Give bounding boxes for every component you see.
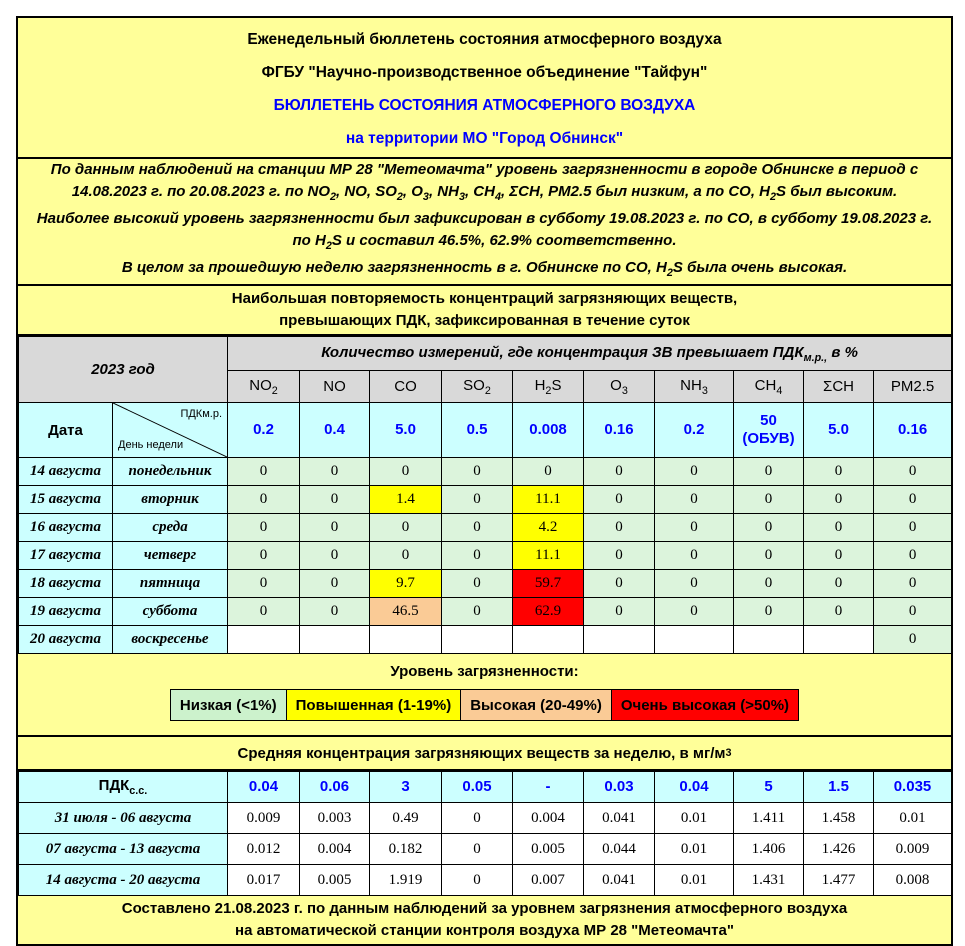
measurement-cell: 0: [228, 570, 300, 598]
date-cell: 20 августа: [19, 626, 113, 654]
table-row: [19, 458, 952, 486]
avg-value-cell: 0.01: [874, 803, 952, 834]
bulletin-document: [16, 16, 953, 946]
measurement-cell: 0: [734, 486, 804, 514]
measurement-cell: 0: [228, 542, 300, 570]
pollutant-header-cell: $NO_2$: [228, 371, 300, 403]
weekday-cell: воскресенье: [113, 626, 228, 654]
measurement-cell: [584, 626, 655, 654]
measurement-cell: 0: [734, 598, 804, 626]
measurement-cell: [804, 626, 874, 654]
pdk-mr-value-cell: 0.16: [874, 403, 952, 458]
measurement-cell: 0: [804, 570, 874, 598]
pdk-ss-value-cell: 0.03: [584, 772, 655, 803]
measurement-cell: [228, 626, 300, 654]
legend-item: Повышенная (1-19%): [286, 689, 462, 721]
weekday-cell: среда: [113, 514, 228, 542]
measurement-cell: 0: [734, 542, 804, 570]
measurement-cell: 0: [584, 458, 655, 486]
measurement-cell: [370, 626, 442, 654]
pdk-ss-value-cell: 0.05: [442, 772, 513, 803]
pdk-ss-label: $ПДК_{с.с.}$: [19, 772, 228, 803]
measurement-cell: 0: [804, 598, 874, 626]
measurement-cell: 0: [584, 514, 655, 542]
pollutant-header-cell: $CH_4$: [734, 371, 804, 403]
measurement-cell: [513, 626, 584, 654]
pollutant-header-cell: $H_2S$: [513, 371, 584, 403]
bulletin-title-line: на территории МО "Город Обнинск": [345, 129, 624, 147]
date-header: Дата: [19, 403, 113, 458]
pollution-level-legend: [18, 654, 951, 737]
avg-value-cell: 0.009: [874, 834, 952, 865]
measurement-cell: 11.1: [513, 486, 584, 514]
measurement-cell: 0: [370, 542, 442, 570]
avg-value-cell: 0.01: [655, 865, 734, 896]
avg-value-cell: 1.477: [804, 865, 874, 896]
measurement-cell: 4.2: [513, 514, 584, 542]
measurement-cell: 0: [804, 542, 874, 570]
avg-value-cell: 1.406: [734, 834, 804, 865]
measurement-cell: 0: [734, 458, 804, 486]
measurement-cell: 0: [442, 598, 513, 626]
measurement-cell: 0: [442, 486, 513, 514]
summary-text: [18, 159, 951, 286]
weekday-cell: пятница: [113, 570, 228, 598]
avg-value-cell: 1.411: [734, 803, 804, 834]
avg-value-cell: 0.041: [584, 803, 655, 834]
measurement-cell: 9.7: [370, 570, 442, 598]
measurement-cell: 59.7: [513, 570, 584, 598]
pollutant-header-cell: $SO_2$: [442, 371, 513, 403]
exceedance-table: [18, 336, 952, 654]
avg-value-cell: 0.008: [874, 865, 952, 896]
avg-value-cell: 0.007: [513, 865, 584, 896]
measurement-cell: 0: [370, 458, 442, 486]
pdk-mr-value-cell: 0.008: [513, 403, 584, 458]
avg-value-cell: 0.009: [228, 803, 300, 834]
avg-value-cell: 0.005: [300, 865, 370, 896]
measurement-cell: 62.9: [513, 598, 584, 626]
measurement-cell: 0: [370, 514, 442, 542]
table-row: [19, 803, 952, 834]
summary-line: В целом за прошедшую неделю загрязненность в г. Обнинске по CO, $H_2S$ была очень высокая.: [121, 259, 848, 279]
legend-item: Высокая (20-49%): [460, 689, 612, 721]
table-row: [19, 542, 952, 570]
measurement-cell: 1.4: [370, 486, 442, 514]
legend-title: Уровень загрязненности:: [390, 663, 579, 680]
avg-value-cell: 0.017: [228, 865, 300, 896]
pdk-mr-value-cell: 5.0: [804, 403, 874, 458]
footer-line: на автоматической станции контроля воздуха МР 28 "Метеомачта": [235, 922, 734, 939]
date-cell: 19 августа: [19, 598, 113, 626]
exceedance-table-title: [18, 286, 951, 336]
pollutant-header-cell: PM2.5: [874, 371, 952, 403]
pdk-ss-value-cell: -: [513, 772, 584, 803]
table-row: [19, 865, 952, 896]
week-range-cell: 14 августа - 20 августа: [19, 865, 228, 896]
measurement-cell: 0: [874, 570, 952, 598]
pdk-ss-row: [19, 772, 952, 803]
avg-table-title: Средняя концентрация загрязняющих веществ за неделю, в мг/м 3: [18, 737, 951, 771]
measurement-cell: 0: [655, 542, 734, 570]
weekday-corner-label: День недели: [118, 439, 184, 451]
bulletin-title-line: ФГБУ "Научно-производственное объединение "Тайфун": [261, 63, 708, 81]
date-cell: 18 августа: [19, 570, 113, 598]
measurement-cell: 0: [655, 514, 734, 542]
avg-value-cell: 0.01: [655, 834, 734, 865]
measurement-count-header: Количество измерений, где концентрация ЗВ превышает $ПДК_{м.р.,}$ в %: [228, 337, 952, 371]
table-row: [19, 486, 952, 514]
pollutant-header-cell: $O_3$: [584, 371, 655, 403]
avg-value-cell: 0.044: [584, 834, 655, 865]
pdk-ss-value-cell: 0.06: [300, 772, 370, 803]
date-cell: 14 августа: [19, 458, 113, 486]
measurement-cell: 0: [804, 458, 874, 486]
avg-table-body: [19, 803, 952, 896]
legend-item: Очень высокая (>50%): [611, 689, 799, 721]
pdk-ss-value-cell: 3: [370, 772, 442, 803]
measurement-cell: 0: [228, 486, 300, 514]
weekday-cell: понедельник: [113, 458, 228, 486]
measurement-cell: 0: [874, 626, 952, 654]
measurement-cell: 0: [442, 542, 513, 570]
avg-value-cell: 0.01: [655, 803, 734, 834]
bulletin-header: [18, 18, 951, 159]
pdk-mr-value-cell: 0.2: [228, 403, 300, 458]
date-cell: 17 августа: [19, 542, 113, 570]
pollutant-header-cell: CO: [370, 371, 442, 403]
avg-value-cell: 0.49: [370, 803, 442, 834]
pdk-mr-value-cell: 0.16: [584, 403, 655, 458]
avg-value-cell: 1.919: [370, 865, 442, 896]
avg-value-cell: 0.005: [513, 834, 584, 865]
pdk-mr-corner-label: ПДКм.р.: [180, 408, 223, 420]
measurement-cell: 0: [804, 486, 874, 514]
bulletin-title-line: БЮЛЛЕТЕНЬ СОСТОЯНИЯ АТМОСФЕРНОГО ВОЗДУХА: [273, 96, 696, 114]
pdk-day-diagonal-cell: [113, 403, 228, 458]
measurement-cell: 0: [584, 486, 655, 514]
measurement-cell: 0: [584, 598, 655, 626]
measurement-cell: 0: [300, 570, 370, 598]
measurement-cell: 0: [655, 458, 734, 486]
avg-value-cell: 0.041: [584, 865, 655, 896]
exceedance-table-title-line: Наибольшая повторяемость концентраций загрязняющих веществ,: [231, 290, 738, 307]
avg-value-cell: 0.004: [513, 803, 584, 834]
measurement-cell: 0: [655, 486, 734, 514]
measurement-cell: 0: [804, 514, 874, 542]
measurement-cell: 0: [300, 458, 370, 486]
week-range-cell: 07 августа - 13 августа: [19, 834, 228, 865]
avg-value-cell: 0.182: [370, 834, 442, 865]
pdk-mr-value-cell: 0.2: [655, 403, 734, 458]
measurement-cell: 0: [513, 458, 584, 486]
pdk-ss-value-cell: 0.04: [228, 772, 300, 803]
avg-value-cell: 1.431: [734, 865, 804, 896]
measurement-cell: [734, 626, 804, 654]
measurement-cell: 0: [442, 514, 513, 542]
summary-line: По данным наблюдений на станции МР 28 "Метеомачта" уровень загрязненности в городе Обнинске в период с 14.08.2023 г. по 20.08.2023 г. по $NO_2$, NO, $SO_2$, $O_3$, $NH_3$, $CH_4$, ΣCH, PM2.5 был низким, а по CO, $H_2S$ был высоким.: [50, 161, 919, 203]
pdk-ss-value-cell: 1.5: [804, 772, 874, 803]
measurement-cell: [300, 626, 370, 654]
measurement-cell: 0: [655, 598, 734, 626]
measurement-cell: 0: [228, 458, 300, 486]
date-cell: 15 августа: [19, 486, 113, 514]
avg-value-cell: 1.458: [804, 803, 874, 834]
avg-value-cell: 0: [442, 834, 513, 865]
week-range-cell: 31 июля - 06 августа: [19, 803, 228, 834]
table-row: [19, 626, 952, 654]
year-cell: 2023 год: [19, 337, 228, 403]
pdk-ss-value-cell: 5: [734, 772, 804, 803]
pollutant-header-cell: NO: [300, 371, 370, 403]
measurement-cell: 0: [734, 570, 804, 598]
measurement-cell: 0: [734, 514, 804, 542]
measurement-cell: 0: [874, 458, 952, 486]
measurement-cell: 0: [442, 458, 513, 486]
measurement-cell: [655, 626, 734, 654]
measurement-cell: 46.5: [370, 598, 442, 626]
weekday-cell: вторник: [113, 486, 228, 514]
measurement-cell: 0: [300, 514, 370, 542]
avg-value-cell: 0.004: [300, 834, 370, 865]
summary-line: Наиболее высокий уровень загрязненности был зафиксирован в субботу 19.08.2023 г. по CO, в субботу 19.08.2023 г. по $H_2S$ и составил 46.5%, 62.9% соответственно.: [36, 210, 933, 252]
footer-note: [18, 896, 951, 944]
measurement-cell: 0: [874, 514, 952, 542]
weekly-average-table: [18, 771, 952, 896]
pollutant-header-cell: ΣCH: [804, 371, 874, 403]
measurement-cell: 0: [300, 542, 370, 570]
avg-value-cell: 0.012: [228, 834, 300, 865]
exceedance-table-title-line: превышающих ПДК, зафиксированная в течение суток: [279, 312, 690, 329]
exceedance-table-body: [19, 458, 952, 654]
avg-value-cell: 0: [442, 865, 513, 896]
table-row: [19, 570, 952, 598]
pdk-mr-value-cell: 5.0: [370, 403, 442, 458]
measurement-cell: [442, 626, 513, 654]
pdk-mr-value-cell: 0.4: [300, 403, 370, 458]
pollutant-header-cell: $NH_3$: [655, 371, 734, 403]
table-row: [19, 514, 952, 542]
measurement-cell: 11.1: [513, 542, 584, 570]
measurement-cell: 0: [874, 598, 952, 626]
measurement-cell: 0: [874, 542, 952, 570]
measurement-cell: 0: [300, 486, 370, 514]
legend-items: [18, 689, 951, 721]
pdk-ss-value-cell: 0.04: [655, 772, 734, 803]
avg-value-cell: 1.426: [804, 834, 874, 865]
measurement-cell: 0: [584, 570, 655, 598]
pdk-mr-value-cell: 0.5: [442, 403, 513, 458]
measurement-cell: 0: [300, 598, 370, 626]
avg-value-cell: 0: [442, 803, 513, 834]
measurement-cell: 0: [228, 514, 300, 542]
table-row: [19, 834, 952, 865]
measurement-cell: 0: [874, 486, 952, 514]
weekday-cell: суббота: [113, 598, 228, 626]
weekday-cell: четверг: [113, 542, 228, 570]
pdk-mr-value-cell: 50 (ОБУВ): [734, 403, 804, 458]
measurement-cell: 0: [655, 570, 734, 598]
measurement-cell: 0: [584, 542, 655, 570]
legend-item: Низкая (<1%): [170, 689, 287, 721]
avg-value-cell: 0.003: [300, 803, 370, 834]
footer-line: Составлено 21.08.2023 г. по данным наблюдений за уровнем загрязнения атмосферного воздуха: [121, 900, 848, 917]
pdk-mr-row: [19, 403, 952, 458]
measurement-cell: 0: [228, 598, 300, 626]
pdk-ss-value-cell: 0.035: [874, 772, 952, 803]
measurement-cell: 0: [442, 570, 513, 598]
bulletin-title-line: Еженедельный бюллетень состояния атмосферного воздуха: [247, 30, 722, 48]
date-cell: 16 августа: [19, 514, 113, 542]
table-row: [19, 598, 952, 626]
